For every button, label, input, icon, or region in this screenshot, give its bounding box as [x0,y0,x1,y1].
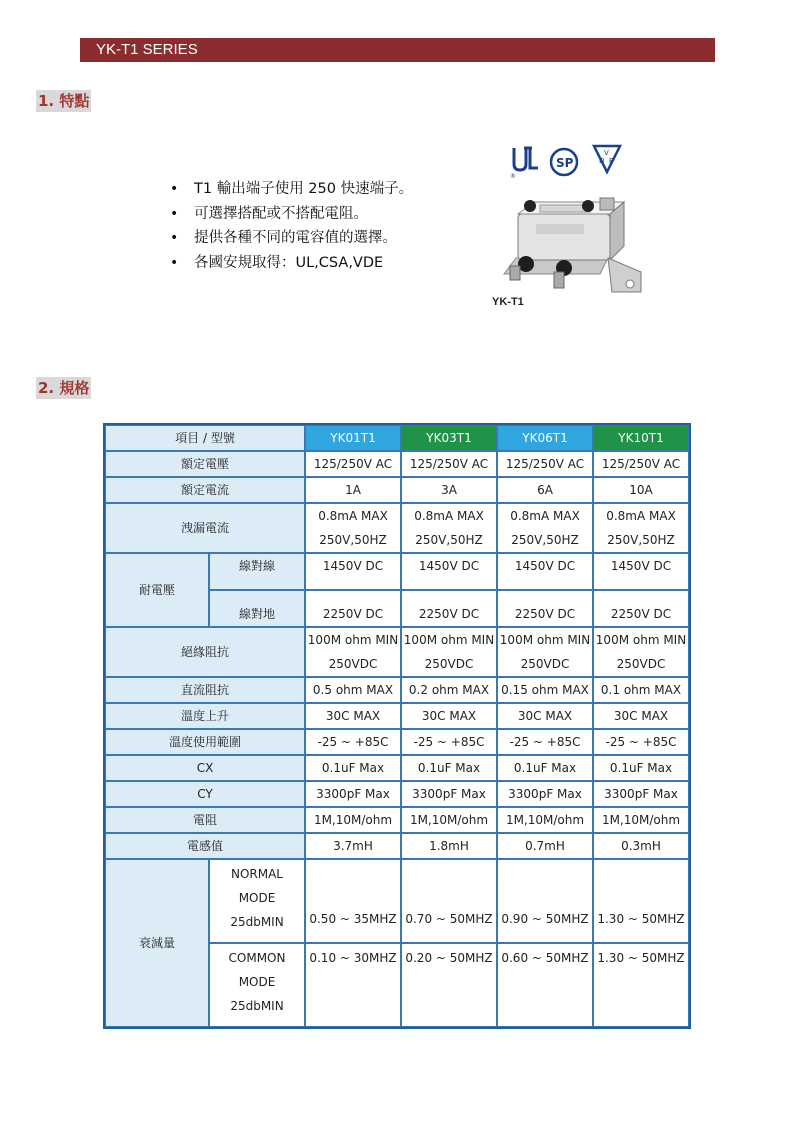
svg-text:V: V [604,149,609,157]
row-label: CX [105,755,305,781]
table-cell: 0.1uF Max [593,755,689,781]
table-row [105,477,689,503]
row-label: 洩漏電流 [105,503,305,553]
vde-logo-icon [594,146,620,172]
table-row [105,553,689,590]
table-row [105,755,689,781]
table-cell: 2250V DC [593,590,689,627]
row-label: 溫度上升 [105,703,305,729]
bullet-icon: • [170,205,179,222]
feature-item: • 提供各種不同的電容值的選擇。 [170,227,413,252]
table-cell: 0.1uF Max [497,755,593,781]
table-cell: 1M,10M/ohm [401,807,497,833]
model-header: YK06T1 [497,425,593,451]
table-cell: -25 ~ +85C [401,729,497,755]
table-cell: 1M,10M/ohm [593,807,689,833]
table-cell: -25 ~ +85C [593,729,689,755]
table-cell: 0.2 ohm MAX [401,677,497,703]
sub-row-label: NORMAL MODE 25dbMIN [209,859,305,943]
table-cell: 0.20 ~ 50MHZ [401,943,497,1027]
table-cell: 0.90 ~ 50MHZ [497,859,593,943]
table-cell: 1M,10M/ohm [305,807,401,833]
table-row [105,703,689,729]
series-title-bar: YK-T1 SERIES [80,38,715,62]
table-cell: 1450V DC [497,553,593,590]
table-cell: 3A [401,477,497,503]
sub-row-label: COMMON MODE 25dbMIN [209,943,305,1027]
spec-table [103,423,691,1029]
table-row [105,729,689,755]
svg-text:D: D [599,157,605,165]
svg-text:SP: SP [556,156,574,170]
svg-text:E: E [609,157,614,165]
section-1-title: 1. 特點 [38,92,90,110]
product-label: YK-T1 [492,296,524,308]
table-cell: 3300pF Max [497,781,593,807]
table-cell: 3300pF Max [593,781,689,807]
certification-logos [508,140,628,180]
table-cell: 100M ohm MIN 250VDC [497,627,593,677]
csa-logo-icon [551,149,577,175]
table-cell: 0.8mA MAX 250V,50HZ [593,503,689,553]
feature-list [170,178,413,276]
table-cell: -25 ~ +85C [497,729,593,755]
table-cell: 125/250V AC [401,451,497,477]
table-cell: 0.60 ~ 50MHZ [497,943,593,1027]
table-cell: 0.5 ohm MAX [305,677,401,703]
table-cell: 1.30 ~ 50MHZ [593,943,689,1027]
table-cell: 125/250V AC [497,451,593,477]
table-row [105,451,689,477]
table-cell: 125/250V AC [593,451,689,477]
table-cell: 0.7mH [497,833,593,859]
table-row [105,677,689,703]
table-cell: 3300pF Max [305,781,401,807]
table-cell: 0.70 ~ 50MHZ [401,859,497,943]
bullet-icon: • [170,230,179,246]
table-row [105,833,689,859]
table-cell: 2250V DC [497,590,593,627]
table-cell: 0.10 ~ 30MHZ [305,943,401,1027]
table-cell: 1A [305,477,401,503]
ul-logo-icon [510,148,538,180]
section-2-title: 2. 規格 [38,379,90,397]
table-cell: 1450V DC [593,553,689,590]
row-label: 電阻 [105,807,305,833]
table-cell: 30C MAX [305,703,401,729]
feature-item: • 可選擇搭配或不搭配電阻。 [170,203,413,228]
feature-item: • 各國安規取得：UL,CSA,VDE [170,252,413,277]
feature-item: • T1 輸出端子使用 250 快速端子。 [170,178,413,203]
table-cell: 3.7mH [305,833,401,859]
table-cell: 1450V DC [305,553,401,590]
bullet-icon: • [170,181,179,197]
table-header-row [105,425,689,451]
product-image [496,196,646,306]
sub-row-label: 線對線 [209,553,305,590]
table-row [105,859,689,943]
table-cell: 0.15 ohm MAX [497,677,593,703]
row-label: 電感值 [105,833,305,859]
table-cell: 1.30 ~ 50MHZ [593,859,689,943]
table-cell: 1M,10M/ohm [497,807,593,833]
row-label: CY [105,781,305,807]
row-label: 耐電壓 [105,553,209,627]
table-cell: 30C MAX [401,703,497,729]
table-cell: 0.8mA MAX 250V,50HZ [401,503,497,553]
row-label: 衰減量 [105,859,209,1027]
svg-text:®: ® [510,173,516,180]
table-cell: 6A [497,477,593,503]
table-cell: 0.1uF Max [401,755,497,781]
header-label-cell: 項目 / 型號 [105,425,305,451]
table-cell: 2250V DC [305,590,401,627]
model-header: YK01T1 [305,425,401,451]
table-cell: 0.50 ~ 35MHZ [305,859,401,943]
table-cell: 0.3mH [593,833,689,859]
table-cell: 0.8mA MAX 250V,50HZ [497,503,593,553]
table-cell: 30C MAX [593,703,689,729]
model-header: YK10T1 [593,425,689,451]
table-cell: 30C MAX [497,703,593,729]
table-cell: 100M ohm MIN 250VDC [593,627,689,677]
row-label: 絕緣阻抗 [105,627,305,677]
table-cell: 2250V DC [401,590,497,627]
row-label: 額定電流 [105,477,305,503]
table-row [105,627,689,677]
model-header: YK03T1 [401,425,497,451]
row-label: 額定電壓 [105,451,305,477]
table-cell: 125/250V AC [305,451,401,477]
sub-row-label: 線對地 [209,590,305,627]
table-cell: 10A [593,477,689,503]
table-cell: 100M ohm MIN 250VDC [401,627,497,677]
table-cell: -25 ~ +85C [305,729,401,755]
table-cell: 3300pF Max [401,781,497,807]
table-row [105,807,689,833]
table-cell: 0.8mA MAX 250V,50HZ [305,503,401,553]
table-cell: 1.8mH [401,833,497,859]
table-cell: 0.1 ohm MAX [593,677,689,703]
bullet-icon: • [170,254,179,271]
row-label: 直流阻抗 [105,677,305,703]
table-row [105,503,689,553]
table-cell: 1450V DC [401,553,497,590]
table-row [105,781,689,807]
table-cell: 0.1uF Max [305,755,401,781]
table-cell: 100M ohm MIN 250VDC [305,627,401,677]
row-label: 溫度使用範圍 [105,729,305,755]
